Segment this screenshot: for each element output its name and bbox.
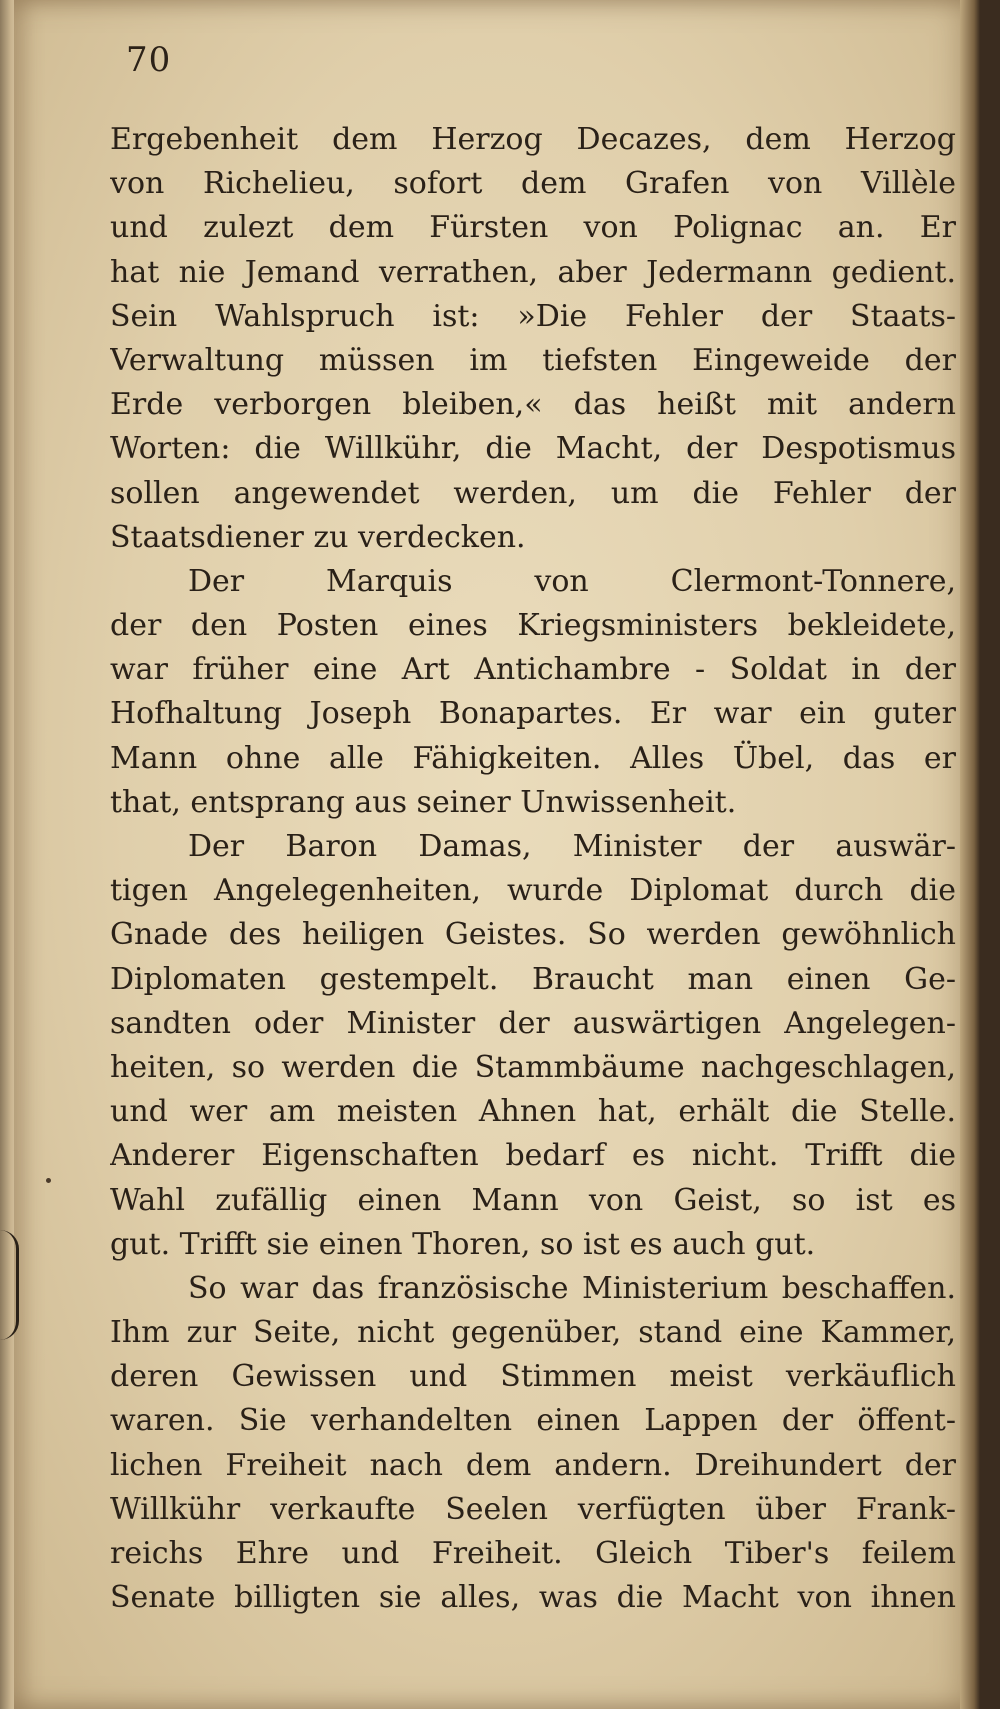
text-line: Staatsdiener zu verdecken. <box>110 519 526 555</box>
text-line: war früher eine Art Antichambre - Soldat in der <box>110 652 956 688</box>
text-line: Verwaltung müssen im tiefsten Eingeweide der <box>110 342 956 378</box>
text-line: deren Gewissen und Stimmen meist verkäuflich <box>110 1359 956 1395</box>
text-line: Erde verborgen bleiben,« das heißt mit andern <box>110 387 956 423</box>
text-line: So war das französische Ministerium beschaffen. <box>188 1270 956 1306</box>
text-line: heiten, so werden die Stammbäume nachgeschlagen, <box>110 1049 956 1085</box>
page-number: 70 <box>126 40 172 80</box>
text-line: und zulezt dem Fürsten von Polignac an. Er <box>110 210 956 246</box>
text-line: Anderer Eigenschaften bedarf es nicht. Trifft die <box>110 1138 956 1174</box>
text-line: Diplomaten gestempelt. Braucht man einen Ge- <box>110 961 956 997</box>
text-line: Ergebenheit dem Herzog Decazes, dem Herzog <box>110 122 956 157</box>
text-line: Sein Wahlspruch ist: »Die Fehler der Staats- <box>110 298 956 334</box>
text-line: lichen Freiheit nach dem andern. Dreihundert der <box>110 1447 956 1483</box>
text-line: waren. Sie verhandelten einen Lappen der öffent- <box>110 1403 956 1439</box>
text-line: sandten oder Minister der auswärtigen Angelegen- <box>110 1005 956 1041</box>
ink-speck <box>46 1178 51 1183</box>
text-line: gut. Trifft sie einen Thoren, so ist es auch gut. <box>110 1226 816 1262</box>
text-line: Willkühr verkaufte Seelen verfügten über Frank- <box>110 1491 956 1527</box>
text-line: Mann ohne alle Fähigkeiten. Alles Übel, das er <box>110 740 956 776</box>
text-line: Senate billigten sie alles, was die Macht von ihnen <box>110 1580 956 1616</box>
facing-page-bracket <box>0 1230 19 1340</box>
text-line: Hofhaltung Joseph Bonapartes. Er war ein guter <box>110 696 956 732</box>
text-line: Gnade des heiligen Geistes. So werden gewöhnlich <box>110 917 956 953</box>
text-line: sollen angewendet werden, um die Fehler der <box>110 475 956 511</box>
text-line: reichs Ehre und Freiheit. Gleich Tiber's feilem <box>110 1536 956 1571</box>
text-line: von Richelieu, sofort dem Grafen von Villèle <box>110 166 956 202</box>
text-line: Der Marquis von Clermont-Tonnere, <box>188 563 956 599</box>
page-edge <box>960 0 980 1709</box>
text-line: der den Posten eines Kriegsministers bekleidete, <box>110 608 956 644</box>
text-line: Wahl zufällig einen Mann von Geist, so ist es <box>110 1182 956 1218</box>
text-line: that, entsprang aus seiner Unwissenheit. <box>110 784 737 820</box>
text-line: Worten: die Willkühr, die Macht, der Despotismus <box>110 431 956 467</box>
text-line: Der Baron Damas, Minister der auswär- <box>188 829 956 864</box>
text-line: hat nie Jemand verrathen, aber Jedermann gedient. <box>110 254 956 290</box>
text-line: und wer am meisten Ahnen hat, erhält die Stelle. <box>110 1094 956 1130</box>
page-body-text <box>110 118 956 1620</box>
text-line: Ihm zur Seite, nicht gegenüber, stand eine Kammer, <box>110 1315 956 1351</box>
text-line: tigen Angelegenheiten, wurde Diplomat durch die <box>110 873 956 909</box>
